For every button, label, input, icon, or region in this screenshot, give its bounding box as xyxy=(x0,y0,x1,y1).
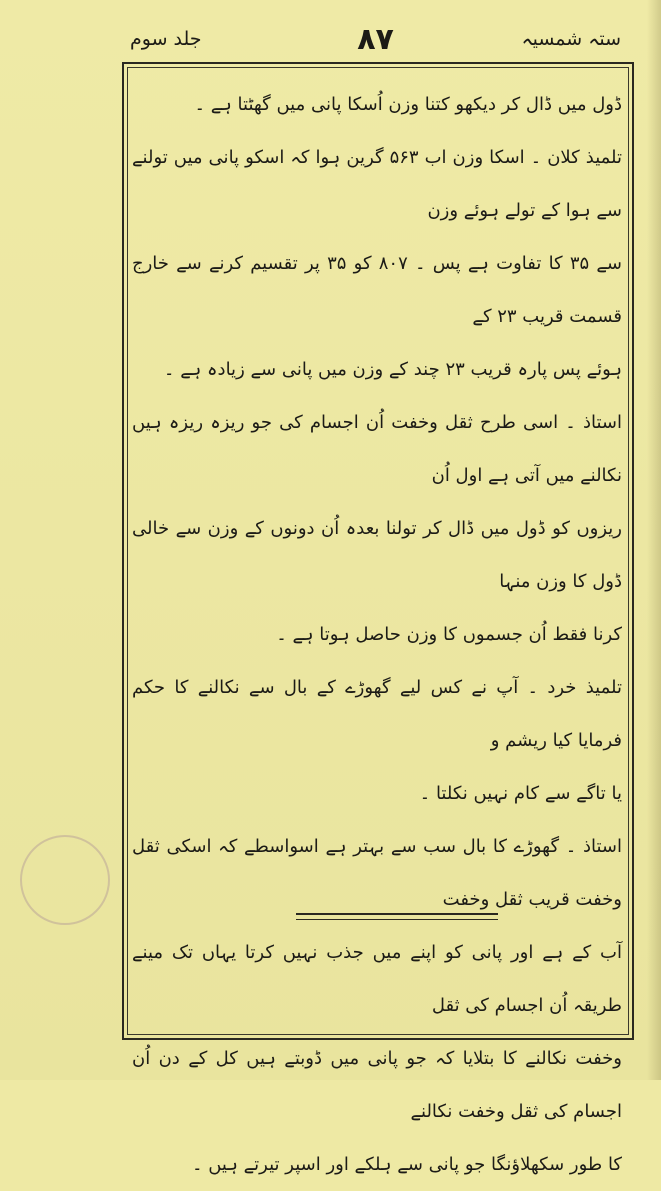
end-rule-bottom xyxy=(296,919,498,920)
text-line: کرنا فقط اُن جسموں کا وزن حاصل ہوتا ہے ۔ xyxy=(276,624,622,645)
text-line: وخفت نکالنے کا بتلایا کہ جو پانی میں ڈوبتے ہیں کل کے دن اُن اجسام کی ثقل وخفت نکالنے xyxy=(132,1048,622,1122)
text-line: سے ۳۵ کا تفاوت ہے پس ۔ ۸۰۷ کو ۳۵ پر تقسیم کرنے سے خارج قسمت قریب ۲۳ کے xyxy=(132,253,622,327)
text-line: استاذ ۔ گھوڑے کا بال سب سے بہتر ہے اسواسطے کہ اسکی ثقل وخفت قریب ثقل وخفت xyxy=(132,836,622,910)
page-header xyxy=(120,22,631,62)
page-spine-shadow xyxy=(647,0,661,1080)
text-line: ریزوں کو ڈول میں ڈال کر تولنا بعدہ اُن دونوں کے وزن سے خالی ڈول کا وزن منہا xyxy=(132,518,622,592)
text-line: آب کے ہے اور پانی کو اپنے میں جذب نہیں کرتا یہاں تک مینے طریقہ اُن اجسام کی ثقل xyxy=(132,942,622,1016)
library-stamp xyxy=(20,835,110,925)
page-number: ۸۷ xyxy=(357,22,394,57)
text-line: استاذ ۔ اسی طرح ثقل وخفت اُن اجسام کی جو ریزہ ریزہ ہیں نکالنے میں آتی ہے اول اُن xyxy=(132,412,622,486)
end-rule-top xyxy=(296,913,498,915)
text-line: یا تاگے سے کام نہیں نکلتا ۔ xyxy=(419,783,622,804)
text-line: ہوئے پس پارہ قریب ۲۳ چند کے وزن میں پانی سے زیادہ ہے ۔ xyxy=(163,359,622,380)
page-body xyxy=(132,78,622,1191)
text-line: تلمیذ کلان ۔ اسکا وزن اب ۵۶۳ گرین ہوا کہ اسکو پانی میں تولنے سے ہوا کے تولے ہوئے وزن xyxy=(132,147,622,221)
volume-label: جلد سوم xyxy=(130,28,202,50)
book-title: ستہ شمسیہ xyxy=(521,28,621,50)
text-line: تلمیذ خرد ۔ آپ نے کس لیے گھوڑے کے بال سے نکالنے کا حکم فرمایا کیا ریشم و xyxy=(132,677,622,751)
text-line: ڈول میں ڈال کر دیکھو کتنا وزن اُسکا پانی میں گھٹتا ہے ۔ xyxy=(194,94,622,115)
text-line: کا طور سکھلاؤنگا جو پانی سے ہلکے اور اسپر تیرتے ہیں ۔ xyxy=(191,1154,622,1175)
